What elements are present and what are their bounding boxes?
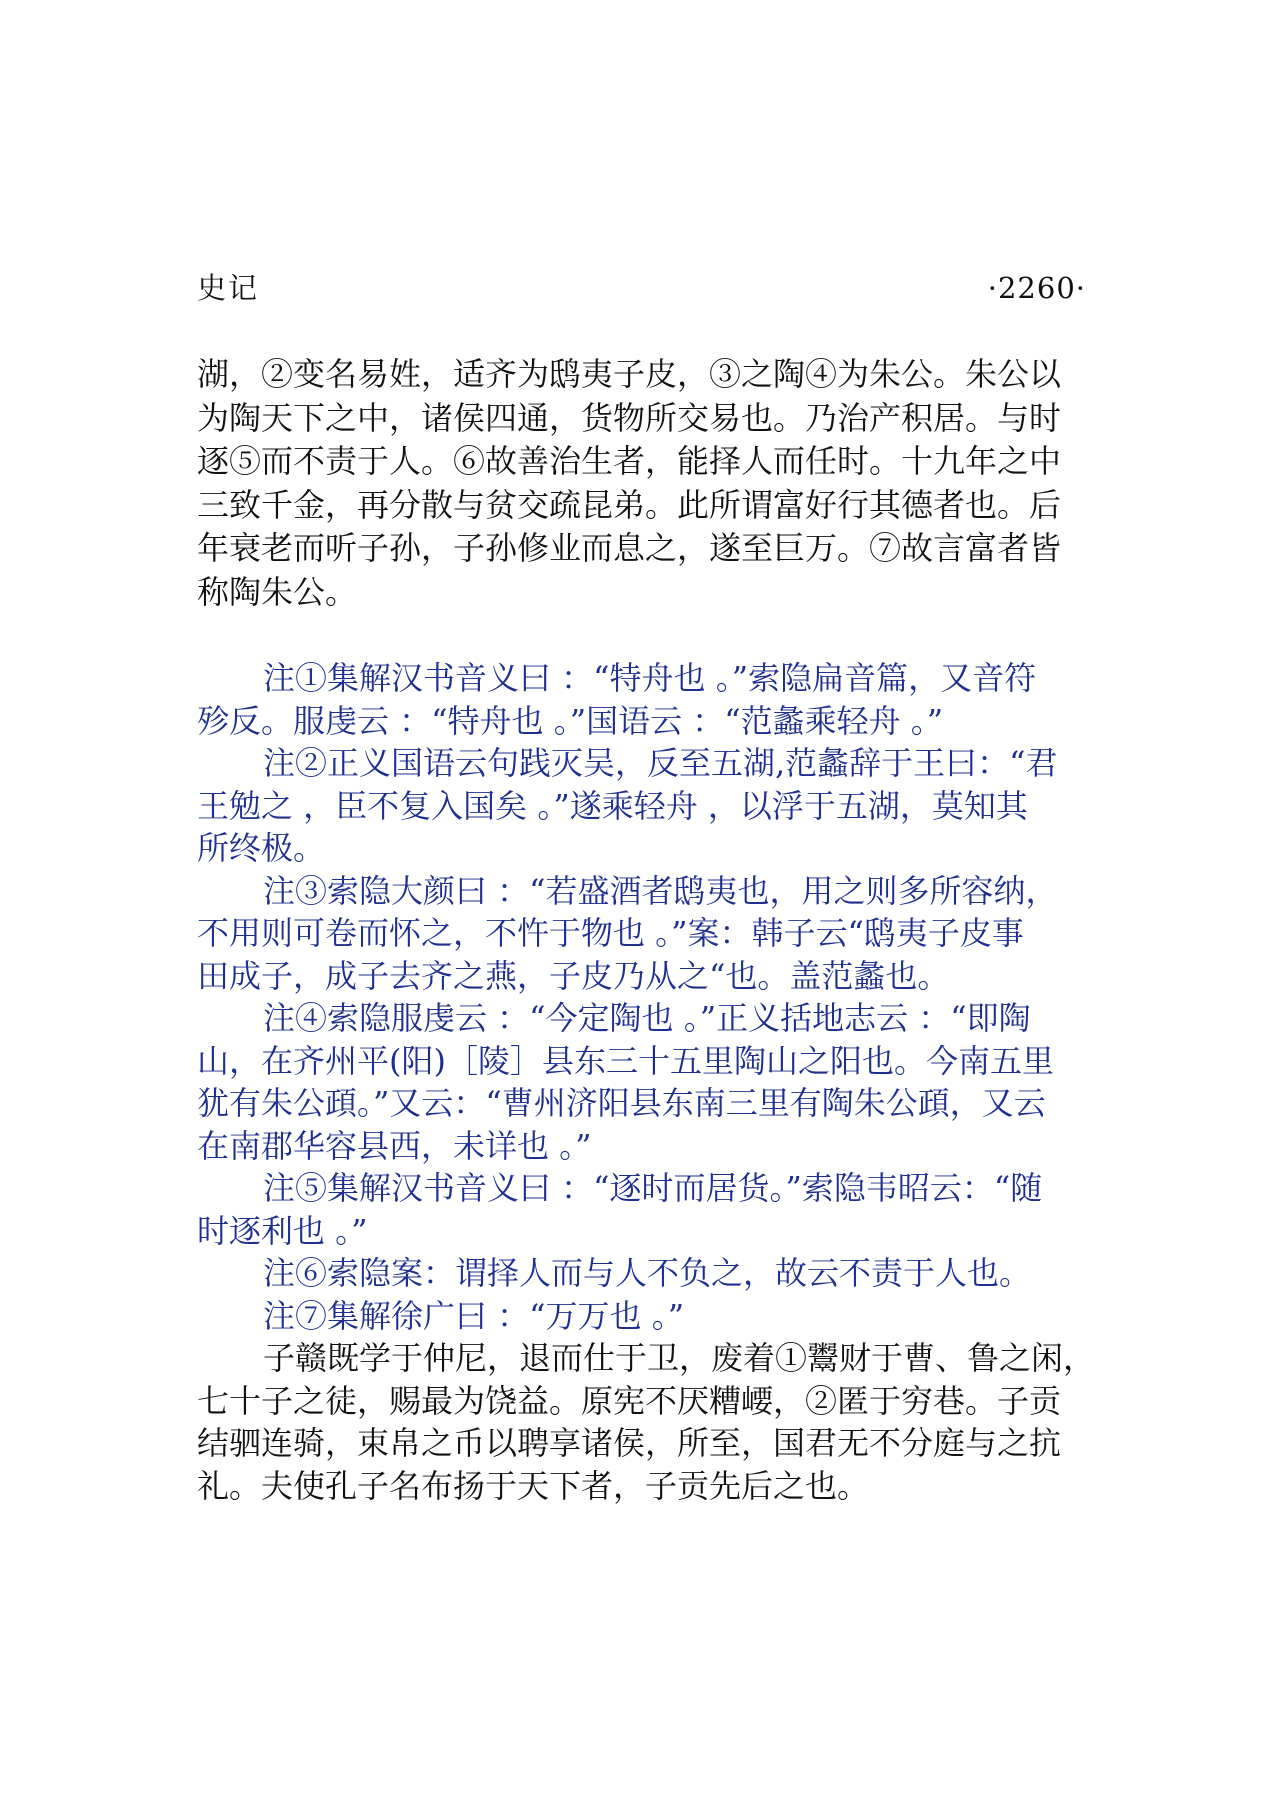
note-line: 殄反。服虔云 ：“特舟也 。”国语云 ：“范蠡乘轻舟 。”	[197, 701, 944, 740]
annotation-notes	[197, 657, 1086, 1337]
body-line: 子赣既学于仲尼，退而仕于卫，废着①鬻财于曹、鲁之闲，	[263, 1339, 1096, 1377]
note-line: 注⑦集解徐广曰 ：“万万也 。”	[263, 1296, 685, 1335]
main-text	[197, 353, 1086, 614]
note-2	[197, 742, 1086, 870]
note-line: 在南郡华容县西，未详也 。”	[197, 1126, 592, 1165]
main-text-line: 三致千金，再分散与贫交疏昆弟。此所谓富好行其德者也。后	[197, 485, 1062, 524]
main-text-line: 年衰老而听子孙，子孙修业而息之，遂至巨万。⑦故言富者皆	[197, 529, 1062, 567]
main-text-line: 逐⑤而不责于人。⑥故善治生者，能择人而任时。十九年之中	[197, 442, 1062, 480]
zigong-paragraph	[197, 1337, 1096, 1507]
note-line: 注⑤集解汉书音义曰 ：“逐时而居货。”索隐韦昭云：“随	[263, 1169, 1043, 1207]
note-line: 山，在齐州平(阳)［陵］县东三十五里陶山之阳也。今南五里	[197, 1041, 1054, 1080]
main-text-line: 称陶朱公。	[197, 572, 358, 611]
note-4	[197, 997, 1086, 1167]
note-line: 注②正义国语云句践灭吴，反至五湖,范蠡辞于王曰：“君	[263, 744, 1058, 782]
note-1	[197, 657, 1086, 742]
note-line: 注①集解汉书音义曰 ：“特舟也 。”索隐扁音篇，又音符	[263, 659, 1037, 697]
note-6	[197, 1252, 1086, 1295]
note-line: 注③索隐大颜曰 ：“若盛酒者鸱夷也，用之则多所容纳，	[263, 871, 1058, 910]
note-3	[197, 870, 1086, 998]
running-head	[197, 268, 1086, 308]
body-line: 结驷连骑，束帛之币以聘享诸侯，所至，国君无不分庭与之抗	[197, 1424, 1062, 1462]
body-line: 七十子之徒，赐最为饶益。原宪不厌糟崾，②匿于穷巷。子贡	[197, 1381, 1062, 1420]
main-text-line: 为陶天下之中，诸侯四通，货物所交易也。乃治产积居。与时	[197, 398, 1062, 437]
note-line: 时逐利也 。”	[197, 1211, 368, 1250]
note-line: 田成子，成子去齐之燕，子皮乃从之“也。盖范蠡也。	[197, 956, 950, 995]
note-line: 犹有朱公頙。”又云：“曹州济阳县东南三里有陶朱公頙，又云	[197, 1084, 1046, 1122]
body-line: 礼。夫使孔子名布扬于天下者，子贡先后之也。	[197, 1466, 870, 1505]
note-line: 注⑥索隐案：谓择人而与人不负之，故云不责于人也。	[263, 1254, 1032, 1292]
note-7	[197, 1295, 1086, 1338]
page-body	[197, 353, 1096, 1507]
page-number: ·2260·	[987, 271, 1086, 305]
note-line: 注④索隐服虔云 ：“今定陶也 。”正义括地志云 ：“即陶	[263, 999, 1031, 1037]
note-line: 所终极。	[197, 829, 326, 867]
note-line: 王勉之 ，臣不复入国矣 。”遂乘轻舟 ，以浮于五湖，莫知其	[197, 786, 1028, 825]
note-line: 不用则可卷而怀之，不忤于物也 。”案：韩子云“鸱夷子皮事	[197, 914, 1024, 952]
paragraph-gap	[197, 614, 1086, 657]
book-title: 史记	[197, 271, 260, 305]
note-5	[197, 1167, 1086, 1252]
main-text-line: 湖，②变名易姓，适齐为鸱夷子皮，③之陶④为朱公。朱公以	[197, 355, 1062, 393]
